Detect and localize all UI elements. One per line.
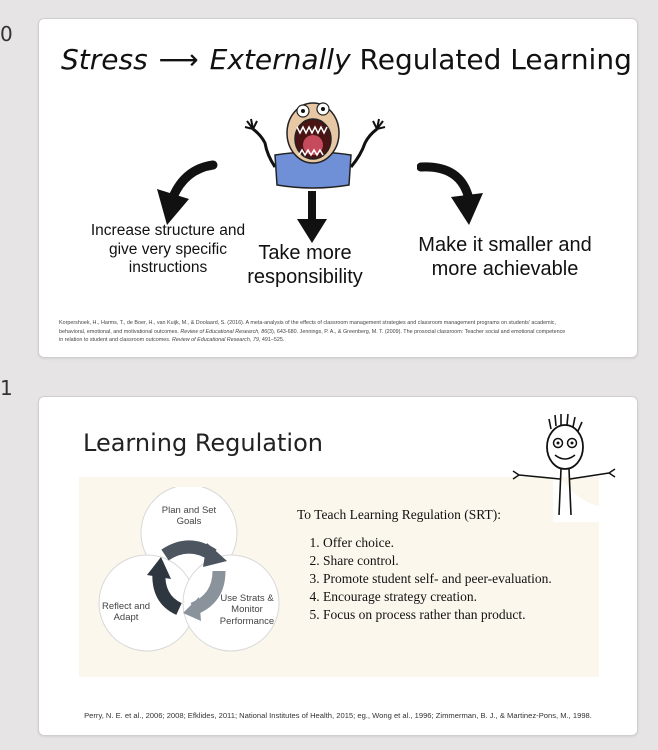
slide-thumbnail[interactable] bbox=[38, 18, 638, 358]
screaming-character-illustration bbox=[227, 95, 397, 195]
stick-figure-illustration bbox=[509, 407, 637, 522]
title-stress: Stress bbox=[61, 43, 148, 76]
diagram-label-plan: Plan and Set Goals bbox=[161, 505, 217, 528]
title-rest: Regulated Learning bbox=[350, 43, 632, 76]
slide-references: Perry, N. E. et al., 2006; 2008; Efklides, 2011; National Institutes of Health, 2015; eg., Wong et al., 1996; Zimmerman, B. J., & Martinez-Pons, M., 1998. bbox=[84, 711, 592, 720]
caption-take-responsibility: Take more responsibility bbox=[247, 242, 363, 288]
reference-line: in relation to student and classroom outcomes. Review of Educational Research, 79, 491–525. bbox=[59, 337, 285, 344]
diagram-label-reflect: Reflect and Adapt bbox=[101, 601, 151, 624]
slide-title bbox=[61, 43, 632, 76]
list-item: 2. Share control. bbox=[323, 553, 552, 569]
srt-heading: To Teach Learning Regulation (SRT): bbox=[297, 507, 501, 522]
slide-number: 0 bbox=[0, 22, 13, 46]
list-item: 1. Offer choice. bbox=[323, 535, 552, 551]
title-arrow: ⟶ bbox=[158, 43, 199, 76]
list-item: 3. Promote student self- and peer-evaluation. bbox=[323, 571, 552, 587]
title-externally: Externally bbox=[209, 43, 351, 76]
slide-references bbox=[59, 319, 619, 345]
srt-list bbox=[297, 535, 552, 623]
down-arrow-icon bbox=[297, 191, 327, 243]
list-item: 4. Encourage strategy creation. bbox=[323, 589, 552, 605]
reference-line: behavioral, emotional, and motivational outcomes. Review of Educational Research, 86(3), 643-680. Jennings, P. A., & Greenberg, M. T. (2009). The prosocial classroom: Teacher social and emotional competence bbox=[59, 328, 566, 335]
slide-title: Learning Regulation bbox=[83, 429, 323, 457]
list-item: 5. Focus on process rather than product. bbox=[323, 607, 552, 623]
slide-thumbnail[interactable] bbox=[38, 396, 638, 736]
left-curved-arrow-icon bbox=[147, 159, 227, 229]
diagram-label-use-strats: Use Strats & Monitor Performance bbox=[219, 593, 275, 627]
caption-make-smaller: Make it smaller and more achievable bbox=[418, 234, 592, 280]
caption-increase-structure: Increase structure and give very specific instructions bbox=[90, 222, 246, 277]
slide-number: 1 bbox=[0, 376, 13, 400]
reference-line: Korpershoek, H., Harms, T., de Boer, H., van Kuijk, M., & Doolaard, S. (2016). A meta-analysis of the effects of classroom management strategies and classroom management programs on students' academic, bbox=[59, 320, 556, 326]
srt-list-block bbox=[297, 507, 552, 625]
right-curved-arrow-icon bbox=[417, 159, 487, 231]
